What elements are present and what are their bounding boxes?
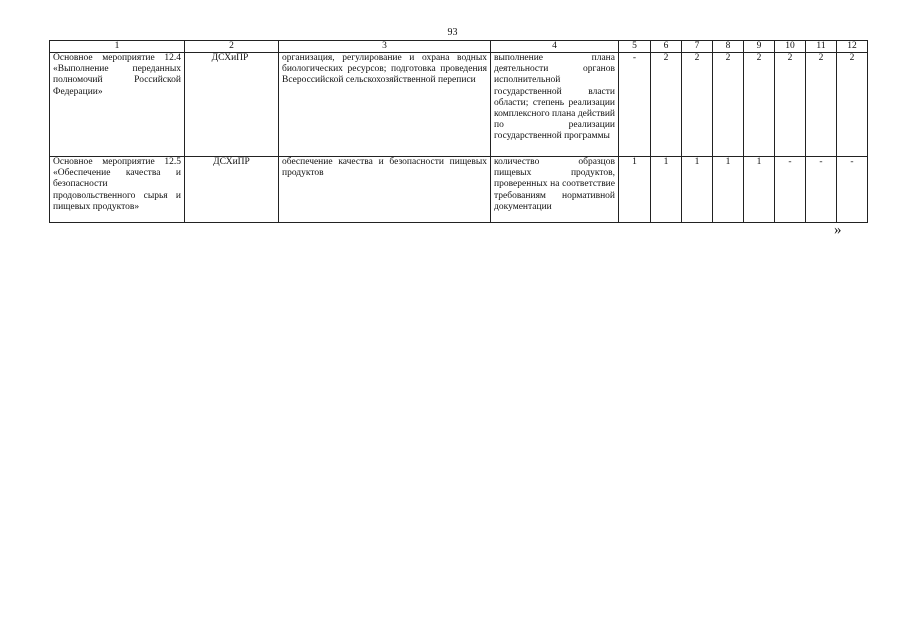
header-row <box>50 41 868 53</box>
content-cell: обеспечение качества и безопасности пищевых продуктов <box>279 157 491 223</box>
content-cell: организация, регулирование и охрана водных биологических ресурсов; подготовка проведения Всероссийской сельскохозяйственной переписи <box>279 53 491 157</box>
column-header: 6 <box>651 41 682 53</box>
column-header: 4 <box>491 41 619 53</box>
value-cell: 2 <box>651 53 682 157</box>
column-header: 3 <box>279 41 491 53</box>
value-cell: - <box>837 157 868 223</box>
event-cell: Основное мероприятие 12.5 «Обеспечение качества и безопасности продовольственного сырья и пищевых продуктов» <box>50 157 185 223</box>
value-cell: 2 <box>682 53 713 157</box>
value-cell: 2 <box>713 53 744 157</box>
indicator-cell: количество образцов пищевых продуктов, проверенных на соответствие требованиям нормативной документации <box>491 157 619 223</box>
value-cell: 1 <box>619 157 651 223</box>
value-cell: 1 <box>713 157 744 223</box>
table-row <box>50 157 868 223</box>
value-cell: 2 <box>744 53 775 157</box>
value-cell: 2 <box>775 53 806 157</box>
value-cell: - <box>806 157 837 223</box>
column-header: 7 <box>682 41 713 53</box>
column-header: 8 <box>713 41 744 53</box>
value-cell: - <box>619 53 651 157</box>
executor-cell: ДСХиПР <box>185 157 279 223</box>
value-cell: - <box>775 157 806 223</box>
event-cell: Основное мероприятие 12.4 «Выполнение переданных полномочий Российской Федерации» <box>50 53 185 157</box>
column-header: 1 <box>50 41 185 53</box>
column-header: 10 <box>775 41 806 53</box>
column-header: 12 <box>837 41 868 53</box>
page-number: 93 <box>447 27 458 38</box>
measures-table <box>49 40 868 223</box>
value-cell: 2 <box>837 53 868 157</box>
column-header: 11 <box>806 41 837 53</box>
column-header: 9 <box>744 41 775 53</box>
executor-cell: ДСХиПР <box>185 53 279 157</box>
indicator-cell: выполнение плана деятельности органов исполнительной государственной власти области; степень реализации комплексного плана действий по реализации государственной программы <box>491 53 619 157</box>
table-row <box>50 53 868 157</box>
column-header: 5 <box>619 41 651 53</box>
value-cell: 1 <box>744 157 775 223</box>
value-cell: 1 <box>682 157 713 223</box>
value-cell: 1 <box>651 157 682 223</box>
closing-quote: » <box>834 222 842 238</box>
value-cell: 2 <box>806 53 837 157</box>
column-header: 2 <box>185 41 279 53</box>
